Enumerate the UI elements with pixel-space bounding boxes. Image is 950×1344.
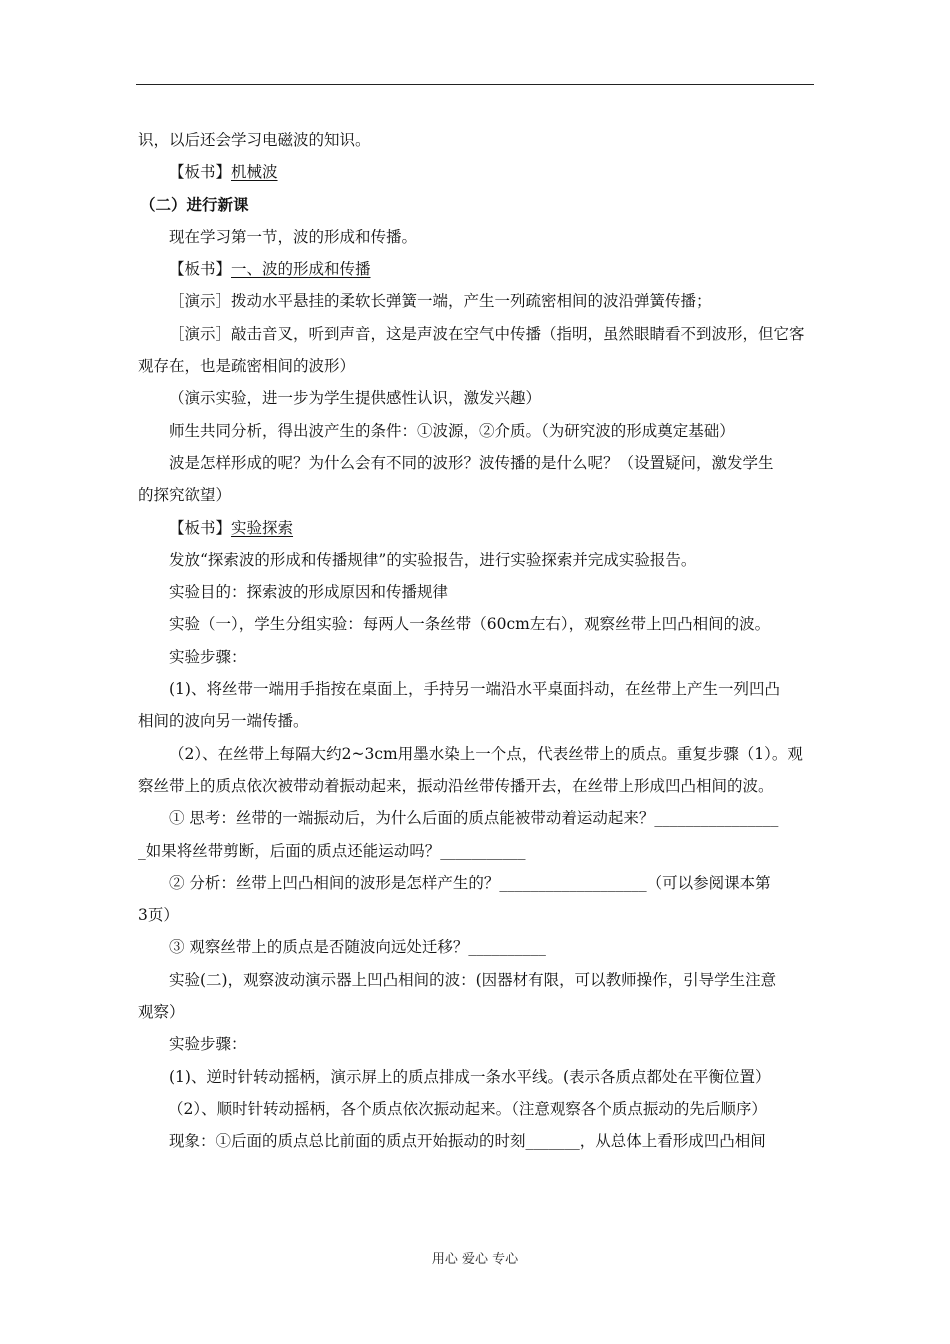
- board-label: 【板书】: [169, 518, 232, 537]
- board-note: [138, 156, 814, 188]
- page-footer: 用心 爱心 专心: [431, 1252, 519, 1267]
- board-label: 【板书】: [169, 163, 232, 182]
- text-line: （2）、顺时针转动摇柄，各个质点依次振动起来。（注意观察各个质点振动的先后顺序）: [168, 1099, 767, 1118]
- text-line: 相间的波向另一端传播。: [138, 712, 309, 731]
- text-line: 观存在，也是疏密相间的波形）: [138, 357, 356, 376]
- board-note: [138, 253, 814, 285]
- text-line: （2）、在丝带上每隔大约2~3cm用墨水染上一个点，代表丝带上的质点。重复步骤（1）。观: [169, 744, 803, 763]
- question-line: ① 思考：丝带的一端振动后，为什么后面的质点能被带动着运动起来？________________: [169, 809, 779, 828]
- board-note: [138, 512, 814, 544]
- header-rule: [136, 84, 814, 85]
- text-line: (1)、将丝带一端用手指按在桌面上，手持另一端沿水平桌面抖动，在丝带上产生一列凹凸: [169, 680, 780, 699]
- question-line: _如果将丝带剪断，后面的质点还能运动吗？___________: [138, 841, 526, 860]
- text-line: 识，以后还会学习电磁波的知识。: [138, 131, 371, 149]
- text-line: ［演示］敲击音叉，听到声音，这是声波在空气中传播（指明，虽然眼睛看不到波形，但它客: [169, 324, 805, 343]
- text-line: （演示实验，进一步为学生提供感性认识，激发兴趣）: [169, 389, 542, 408]
- section-heading: （二）进行新课: [140, 194, 249, 214]
- text-line: 察丝带上的质点依次被带动着振动起来，振动沿丝带传播开去，在丝带上形成凹凸相间的波。: [138, 776, 774, 795]
- document-body: [138, 124, 814, 1158]
- text-line: 发放“探索波的形成和传播规律”的实验报告，进行实验探索并完成实验报告。: [169, 550, 697, 569]
- text-line: 3页）: [138, 906, 179, 925]
- text-line: ［演示］拨动水平悬挂的柔软长弹簧一端，产生一列疏密相间的波沿弹簧传播；: [169, 292, 712, 311]
- question-line: ③ 观察丝带上的质点是否随波向远处迁移？__________: [169, 938, 546, 957]
- text-line: 观察）: [138, 1003, 185, 1022]
- board-topic: 机械波: [231, 163, 278, 182]
- text-line: 的探究欲望）: [138, 486, 232, 505]
- text-line: 实验（一），学生分组实验：每两人一条丝带（60cm左右），观察丝带上凹凸相间的波。: [169, 615, 771, 634]
- text-line: 师生共同分析，得出波产生的条件：①波源，②介质。（为研究波的形成奠定基础）: [169, 421, 735, 440]
- question-line: ② 分析：丝带上凹凸相间的波形是怎样产生的？___________________（可以参阅课本第: [169, 873, 771, 892]
- text-line: 现象：①后面的质点总比前面的质点开始振动的时刻_______，从总体上看形成凹凸相间: [169, 1132, 766, 1151]
- text-line: 实验步骤：: [169, 1035, 247, 1054]
- board-topic: 实验探索: [231, 518, 294, 537]
- text-line: 波是怎样形成的呢？为什么会有不同的波形？波传播的是什么呢？（设置疑问，激发学生: [169, 453, 774, 472]
- board-label: 【板书】: [169, 260, 232, 279]
- text-line: 现在学习第一节，波的形成和传播。: [169, 227, 418, 246]
- board-topic: 一、波的形成和传播: [231, 260, 371, 279]
- text-line: 实验(二)，观察波动演示器上凹凸相间的波：(因器材有限，可以教师操作，引导学生注意: [169, 970, 777, 989]
- text-line: (1)、逆时针转动摇柄，演示屏上的质点排成一条水平线。(表示各质点都处在平衡位置）: [169, 1067, 771, 1086]
- text-line: 实验目的：探索波的形成原因和传播规律: [169, 583, 449, 602]
- text-line: 实验步骤：: [169, 647, 247, 666]
